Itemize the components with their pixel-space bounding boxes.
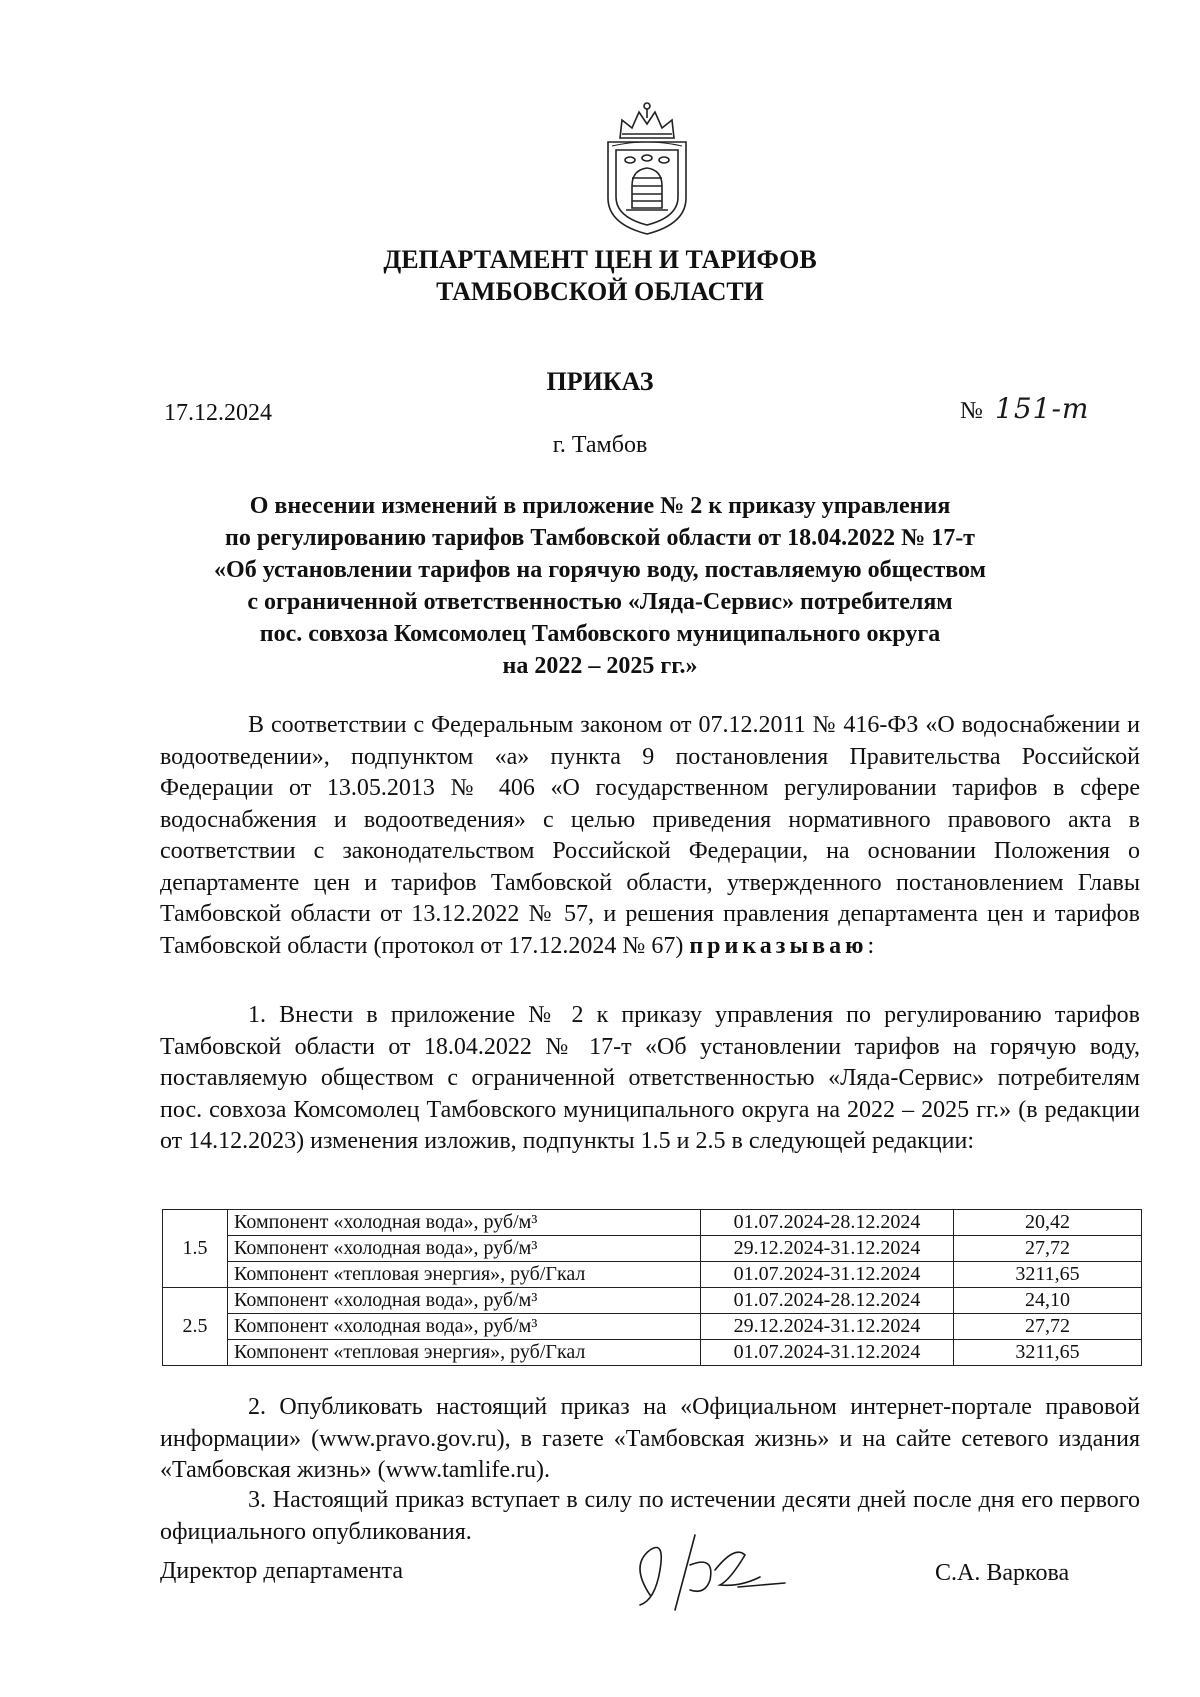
subject-line: на 2022 – 2025 гг.» bbox=[502, 653, 698, 679]
group-index: 1.5 bbox=[163, 1210, 228, 1288]
period-cell: 29.12.2024-31.12.2024 bbox=[701, 1314, 954, 1340]
table-row bbox=[163, 1314, 1142, 1340]
item-2-paragraph: 2. Опубликовать настоящий приказ на «Официальном интернет-портале правовой информации» (www.pravo.gov.ru), в газете «Тамбовская жизнь» и на сайте сетевого издания «Тамбовская жизнь» (www.tamlife.ru). bbox=[160, 1394, 1140, 1483]
subject-line: по регулированию тарифов Тамбовской области от 18.04.2022 № 17-т bbox=[225, 525, 975, 551]
table-row bbox=[163, 1340, 1142, 1366]
value-cell: 20,42 bbox=[954, 1210, 1142, 1236]
city: г. Тамбов bbox=[552, 432, 648, 458]
component-cell: Компонент «тепловая энергия», руб/Гкал bbox=[228, 1340, 701, 1366]
value-cell: 3211,65 bbox=[954, 1340, 1142, 1366]
order-word: приказываю bbox=[689, 932, 868, 959]
order-date: 17.12.2024 bbox=[164, 400, 272, 426]
component-cell: Компонент «холодная вода», руб/м³ bbox=[228, 1288, 701, 1314]
signatory-name: С.А. Варкова bbox=[935, 1560, 1070, 1586]
subject-line: пос. совхоза Комсомолец Тамбовского муниципального округа bbox=[259, 621, 941, 647]
coat-of-arms-icon bbox=[592, 98, 702, 238]
period-cell: 29.12.2024-31.12.2024 bbox=[701, 1236, 954, 1262]
subject-line: с ограниченной ответственностью «Ляда-Сервис» потребителям bbox=[247, 589, 953, 615]
period-cell: 01.07.2024-28.12.2024 bbox=[701, 1210, 954, 1236]
component-cell: Компонент «тепловая энергия», руб/Гкал bbox=[228, 1262, 701, 1288]
item-3-paragraph: 3. Настоящий приказ вступает в силу по истечении десяти дней после дня его первого официального опубликования. bbox=[160, 1487, 1140, 1545]
order-title: ПРИКАЗ bbox=[546, 367, 654, 396]
subject-line: О внесении изменений в приложение № 2 к приказу управления bbox=[249, 493, 951, 519]
table-row bbox=[163, 1210, 1142, 1236]
preamble-text: В соответствии с Федеральным законом от 07.12.2011 № 416-ФЗ «О водоснабжении и водоотведении», подпунктом «а» пункта 9 постановления Правительства Российской Федерации от 13.05.2013 № 406 «О государственном регулировании тарифов в сфере водоснабжения и водоотведения» с целью приведения нормативного правового акта в соответствии с законодательством Российской Федерации, на основании Положения о департаменте цен и тарифов Тамбовской области, утвержденного постановлением Главы Тамбовской области от 13.12.2022 № 57, и решения правления департамента цен и тарифов Тамбовской области (протокол от 17.12.2024 № 67) bbox=[160, 712, 1140, 959]
signatory-role: Директор департамента bbox=[160, 1558, 403, 1584]
component-cell: Компонент «холодная вода», руб/м³ bbox=[228, 1314, 701, 1340]
order-number-handwritten: 151-т bbox=[995, 392, 1090, 425]
period-cell: 01.07.2024-31.12.2024 bbox=[701, 1262, 954, 1288]
value-cell: 27,72 bbox=[954, 1314, 1142, 1340]
order-colon: : bbox=[867, 932, 875, 959]
period-cell: 01.07.2024-28.12.2024 bbox=[701, 1288, 954, 1314]
subject-line: «Об установлении тарифов на горячую воду, поставляемую обществом bbox=[214, 557, 986, 583]
item-1-paragraph: 1. Внести в приложение № 2 к приказу управления по регулированию тарифов Тамбовской области от 18.04.2022 № 17-т «Об установлении тарифов на горячую воду, поставляемую обществом с ограниченной ответственностью «Ляда-Сервис» потребителям пос. совхоза Комсомолец Тамбовского муниципального округа на 2022 – 2025 гг.» (в редакции от 14.12.2023) изменения изложив, подпункты 1.5 и 2.5 в следующей редакции: bbox=[160, 1002, 1140, 1154]
group-index: 2.5 bbox=[163, 1288, 228, 1366]
handwritten-signature-icon bbox=[620, 1525, 790, 1615]
order-subject bbox=[180, 490, 1020, 682]
table-row bbox=[163, 1236, 1142, 1262]
table-row bbox=[163, 1288, 1142, 1314]
component-cell: Компонент «холодная вода», руб/м³ bbox=[228, 1236, 701, 1262]
value-cell: 27,72 bbox=[954, 1236, 1142, 1262]
table-row bbox=[163, 1262, 1142, 1288]
value-cell: 24,10 bbox=[954, 1288, 1142, 1314]
period-cell: 01.07.2024-31.12.2024 bbox=[701, 1340, 954, 1366]
order-number-label: № bbox=[960, 398, 983, 424]
value-cell: 3211,65 bbox=[954, 1262, 1142, 1288]
tariff-table bbox=[162, 1209, 1142, 1366]
component-cell: Компонент «холодная вода», руб/м³ bbox=[228, 1210, 701, 1236]
department-title-line1: ДЕПАРТАМЕНТ ЦЕН И ТАРИФОВ bbox=[383, 245, 817, 274]
department-title-line2: ТАМБОВСКОЙ ОБЛАСТИ bbox=[436, 277, 764, 306]
preamble-paragraph bbox=[160, 710, 1140, 962]
